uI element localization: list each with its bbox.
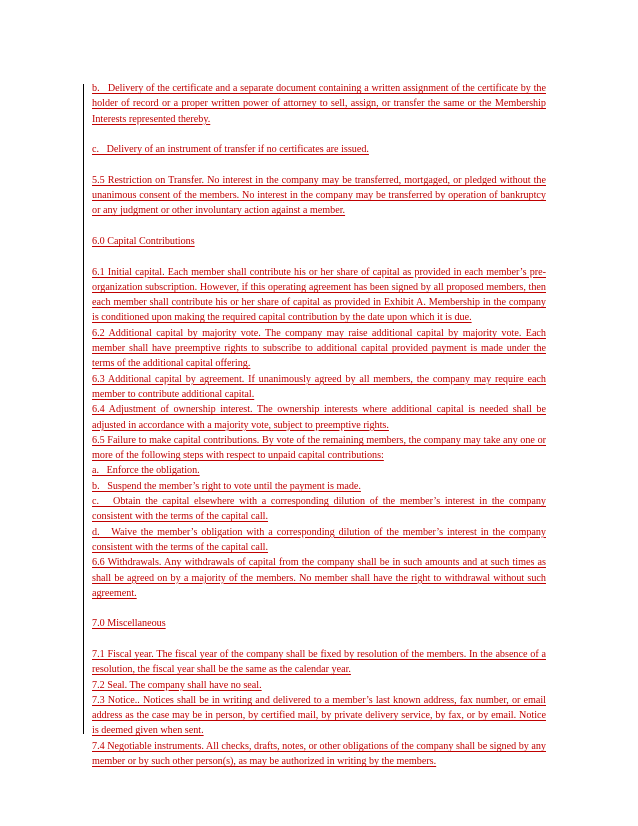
paragraph: 6.3 Additional capital by agreement. If unanimously agreed by all members, the company may require each member to contribute additional capital. [92, 373, 546, 400]
paragraph: 5.5 Restriction on Transfer. No interest in the company may be transferred, mortgaged, or pledged without the unanimous consent of the members. No interest in the company may be transferred by operation of bankruptcy or any judgment or other involuntary action against a member. [92, 174, 546, 217]
paragraph: b. Delivery of the certificate and a separate document containing a written assignment of the certificate by the holder of record or a proper written power of attorney to sell, assign, or transfer the same or the Membership Interests represented thereby. [92, 83, 546, 125]
paragraph: 7.4 Negotiable instruments. All checks, drafts, notes, or other obligations of the company shall be signed by any member or by such other person(s), as may be authorized in writing by the members. [92, 740, 546, 768]
paragraph: c. Delivery of an instrument of transfer if no certificates are issued. [92, 144, 369, 156]
paragraph: 6.1 Initial capital. Each member shall contribute his or her share of capital as provided in each member’s pre-organization subscription. However, if this operating agreement has been signed by all proposed members, then each member shall contribute his or her share of capital as provided in Exhibit A. Membership in the company is conditioned upon making the required capital contribution by the date upon which it is due. [92, 266, 546, 324]
paragraph: 6.0 Capital Contributions [92, 235, 195, 247]
paragraph: c. Obtain the capital elsewhere with a corresponding dilution of the member’s interest in the company consistent with the terms of the capital call. [92, 496, 546, 523]
paragraph: d. Waive the member’s obligation with a corresponding dilution of the member’s interest in the company consistent with the terms of the capital call. [92, 526, 546, 553]
paragraph: 6.4 Adjustment of ownership interest. The ownership interests where additional capital is needed shall be adjusted in accordance with a majority vote, subject to preemptive rights. [92, 404, 546, 431]
paragraph: b. Suspend the member’s right to vote until the payment is made. [92, 480, 361, 492]
paragraph: 7.2 Seal. The company shall have no seal. [92, 679, 262, 691]
paragraph: 7.0 Miscellaneous [92, 618, 166, 630]
paragraph: 6.2 Additional capital by majority vote. The company may raise additional capital by majority vote. Each member shall have preemptive rights to subscribe to additional capital provided payment is made under the terms of the additional capital offering. [92, 327, 546, 370]
paragraph: 6.6 Withdrawals. Any withdrawals of capital from the company shall be in such amounts and at such times as shall be agreed on by a majority of the members. No member shall have the right to withdrawal without such agreement. [92, 557, 546, 599]
revision-change-bar [83, 84, 84, 734]
paragraph: 7.3 Notice.. Notices shall be in writing and delivered to a member’s last known address, fax number, or email address as the case may be in person, by certified mail, by private delivery service, by fax, or by email. Notice is deemed given when sent. [92, 694, 546, 737]
document-body [92, 81, 546, 769]
paragraph: a. Enforce the obligation. [92, 465, 200, 477]
paragraph: 6.5 Failure to make capital contributions. By vote of the remaining members, the company may take any one or more of the following steps with respect to unpaid capital contributions: [92, 434, 546, 462]
paragraph: 7.1 Fiscal year. The fiscal year of the company shall be fixed by resolution of the members. In the absence of a resolution, the fiscal year shall be the same as the calendar year. [92, 648, 546, 676]
